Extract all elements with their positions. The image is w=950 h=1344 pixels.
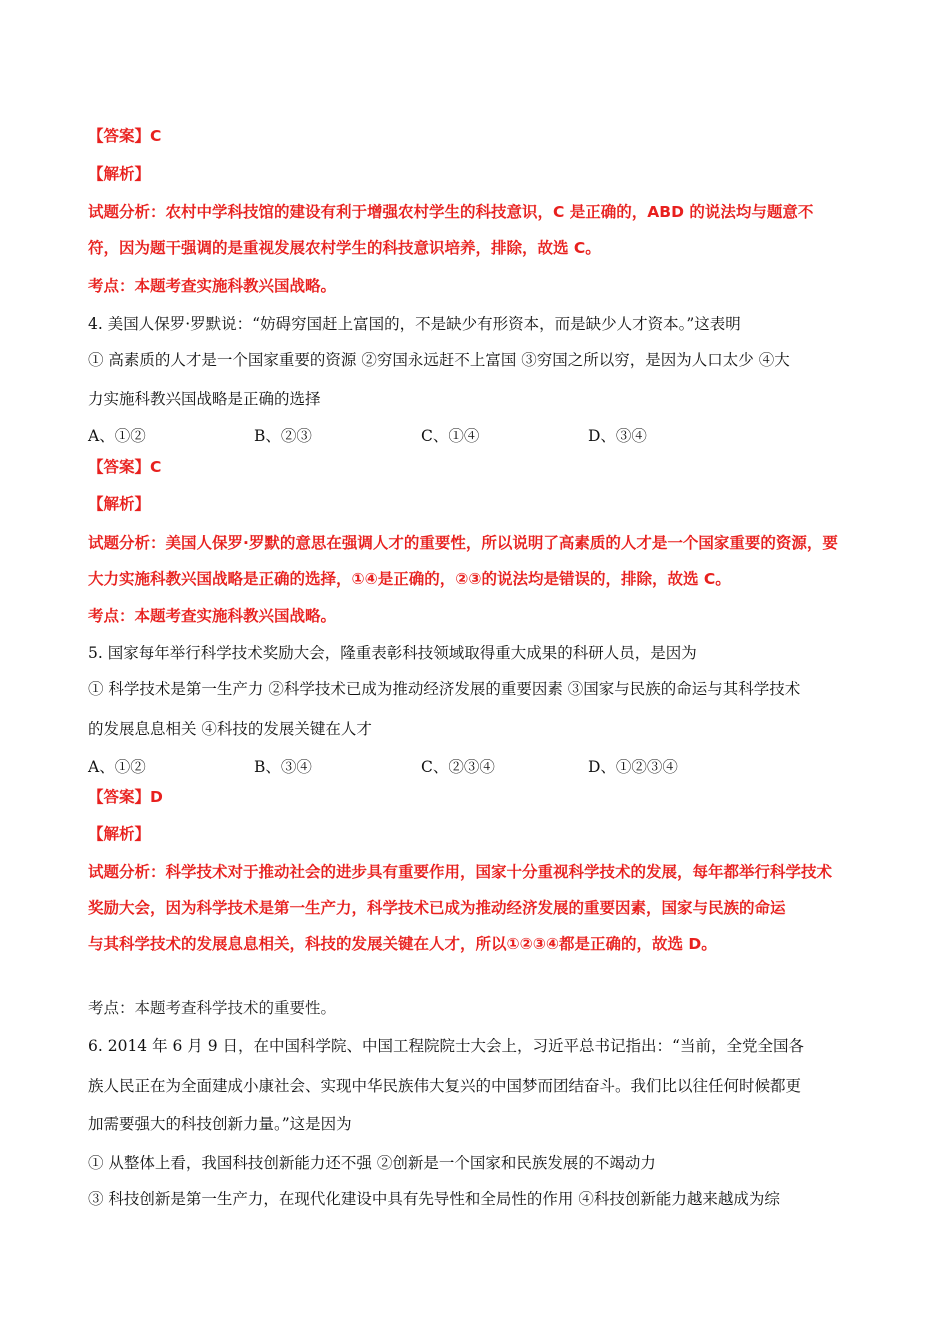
q5-option-b: B、③④ <box>254 758 312 776</box>
q5-statements-line-1: ① 科学技术是第一生产力 ②科学技术已成为推动经济发展的重要因素 ③国家与民族的命运与其科学技术 <box>88 680 801 698</box>
q4-option-b: B、②③ <box>254 427 312 445</box>
q6-stem-line-1: 6. 2014 年 6 月 9 日，在中国科学院、中国工程院院士大会上，习近平总书记指出：“当前，全党全国各 <box>88 1037 804 1055</box>
q3-kaodian: 考点：本题考查实施科教兴国战略。 <box>88 277 337 295</box>
q5-option-a: A、①② <box>88 758 146 776</box>
q4-answer: 【答案】C <box>88 458 162 476</box>
q5-option-d: D、①②③④ <box>588 758 678 776</box>
q6-statements-line-2: ③ 科技创新是第一生产力，在现代化建设中具有先导性和全局性的作用 ④科技创新能力越来越成为综 <box>88 1190 780 1208</box>
q6-stem-line-2: 族人民正在为全面建成小康社会、实现中华民族伟大复兴的中国梦而团结奋斗。我们比以往任何时候都更 <box>88 1077 802 1095</box>
q4-option-a: A、①② <box>88 427 146 445</box>
q5-option-c: C、②③④ <box>421 758 495 776</box>
q4-statements-line-1: ① 高素质的人才是一个国家重要的资源 ②穷国永远赶不上富国 ③穷国之所以穷，是因为人口太少 ④大 <box>88 351 790 369</box>
q4-analysis-line-1: 试题分析：美国人保罗·罗默的意思在强调人才的重要性，所以说明了高素质的人才是一个国家重要的资源，要 <box>88 534 838 552</box>
q4-stem: 4. 美国人保罗·罗默说：“妨碍穷国赶上富国的，不是缺少有形资本，而是缺少人才资本。”这表明 <box>88 315 741 333</box>
q4-statements-line-2: 力实施科教兴国战略是正确的选择 <box>88 390 321 408</box>
q5-kaodian: 考点：本题考查科学技术的重要性。 <box>88 999 337 1017</box>
q3-analysis-label: 【解析】 <box>88 165 151 183</box>
q5-analysis-line-2: 奖励大会，因为科学技术是第一生产力，科学技术已成为推动经济发展的重要因素，国家与民族的命运 <box>88 899 786 917</box>
q5-stem: 5. 国家每年举行科学技术奖励大会，隆重表彰科技领域取得重大成果的科研人员，是因为 <box>88 644 697 662</box>
q6-statements-line-1: ① 从整体上看，我国科技创新能力还不强 ②创新是一个国家和民族发展的不竭动力 <box>88 1154 656 1172</box>
q5-analysis-label: 【解析】 <box>88 825 151 843</box>
q3-answer: 【答案】C <box>88 127 162 145</box>
q3-analysis-line-1: 试题分析：农村中学科技馆的建设有利于增强农村学生的科技意识，C 是正确的，ABD 的说法均与题意不 <box>88 203 814 221</box>
q4-analysis-line-2: 大力实施科教兴国战略是正确的选择，①④是正确的，②③的说法均是错误的，排除，故选 C。 <box>88 570 731 588</box>
q4-kaodian: 考点：本题考查实施科教兴国战略。 <box>88 607 337 625</box>
q3-analysis-line-2: 符，因为题干强调的是重视发展农村学生的科技意识培养，排除，故选 C。 <box>88 239 601 257</box>
q6-stem-line-3: 加需要强大的科技创新力量。”这是因为 <box>88 1115 352 1133</box>
q4-analysis-label: 【解析】 <box>88 495 151 513</box>
q5-answer: 【答案】D <box>88 788 163 806</box>
q5-analysis-line-1: 试题分析：科学技术对于推动社会的进步具有重要作用，国家十分重视科学技术的发展，每年都举行科学技术 <box>88 863 833 881</box>
q5-analysis-line-3: 与其科学技术的发展息息相关，科技的发展关键在人才，所以①②③④都是正确的，故选 D。 <box>88 935 717 953</box>
q4-option-d: D、③④ <box>588 427 647 445</box>
q4-option-c: C、①④ <box>421 427 480 445</box>
q5-statements-line-2: 的发展息息相关 ④科技的发展关键在人才 <box>88 720 372 738</box>
